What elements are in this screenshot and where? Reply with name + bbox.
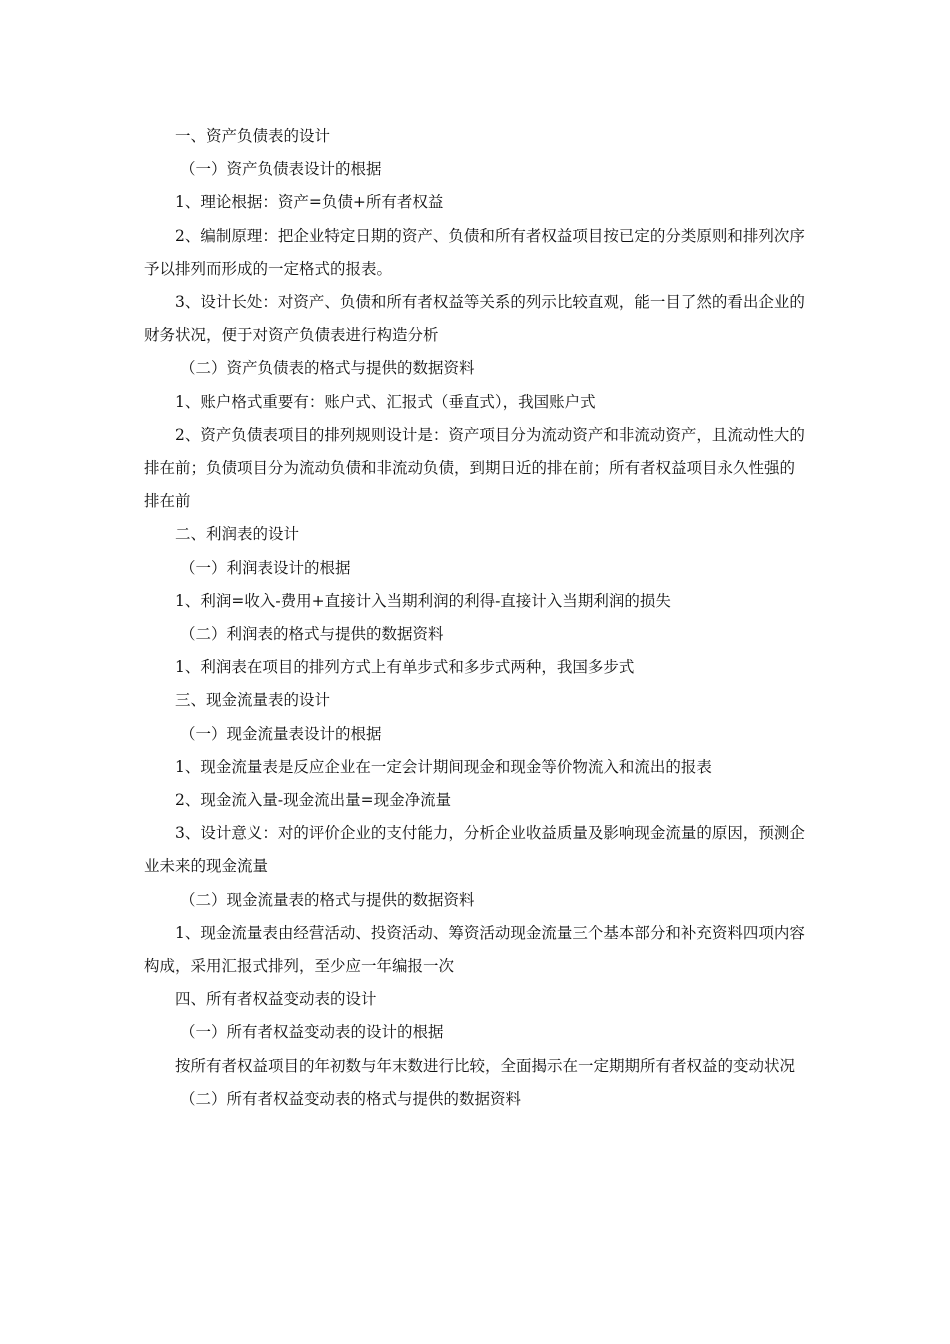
body-paragraph: 3、设计意义：对的评价企业的支付能力，分析企业收益质量及影响现金流量的原因，预测企业未来的现金流量 <box>144 824 805 876</box>
subsection-heading: （一）所有者权益变动表的设计的根据 <box>180 1023 444 1042</box>
section-heading: 四、所有者权益变动表的设计 <box>175 990 377 1009</box>
body-paragraph: 2、现金流入量-现金流出量=现金净流量 <box>175 791 452 810</box>
subsection-heading: （二）利润表的格式与提供的数据资料 <box>180 625 444 644</box>
subsection-heading: （二）现金流量表的格式与提供的数据资料 <box>180 890 475 909</box>
body-paragraph: 1、利润表在项目的排列方式上有单步式和多步式两种，我国多步式 <box>175 658 635 677</box>
section-heading: 一、资产负债表的设计 <box>175 127 331 145</box>
body-paragraph: 1、现金流量表由经营活动、投资活动、筹资活动现金流量三个基本部分和补充资料四项内容构成，采用汇报式排列，至少应一年编报一次 <box>144 923 805 976</box>
subsection-heading: （一）利润表设计的根据 <box>180 558 351 577</box>
subsection-heading: （一）资产负债表设计的根据 <box>180 160 382 179</box>
section-heading: 三、现金流量表的设计 <box>175 691 331 710</box>
body-paragraph: 1、账户格式重要有：账户式、汇报式（垂直式），我国账户式 <box>175 392 596 411</box>
body-paragraph: 1、理论根据：资产=负债+所有者权益 <box>175 193 444 212</box>
body-paragraph: 1、利润=收入-费用+直接计入当期利润的利得-直接计入当期利润的损失 <box>175 591 671 610</box>
body-paragraph: 按所有者权益项目的年初数与年末数进行比较，全面揭示在一定期期所有者权益的变动状况 <box>175 1056 796 1075</box>
subsection-heading: （二）资产负债表的格式与提供的数据资料 <box>180 359 475 378</box>
body-paragraph: 2、编制原理：把企业特定日期的资产、负债和所有者权益项目按已定的分类原则和排列次序予以排列而形成的一定格式的报表。 <box>144 226 805 278</box>
body-paragraph: 3、设计长处：对资产、负债和所有者权益等关系的列示比较直观，能一目了然的看出企业的财务状况，便于对资产负债表进行构造分析 <box>144 293 805 345</box>
section-heading: 二、利润表的设计 <box>175 525 300 544</box>
subsection-heading: （一）现金流量表设计的根据 <box>180 724 382 743</box>
body-paragraph: 1、现金流量表是反应企业在一定会计期间现金和现金等价物流入和流出的报表 <box>175 757 712 776</box>
body-paragraph: 2、资产负债表项目的排列规则设计是：资产项目分为流动资产和非流动资产，且流动性大的排在前；负债项目分为流动负债和非流动负债，到期日近的排在前；所有者权益项目永久性强的排在前 <box>144 425 805 511</box>
document-body <box>144 120 808 1116</box>
subsection-heading: （二）所有者权益变动表的格式与提供的数据资料 <box>180 1089 522 1108</box>
